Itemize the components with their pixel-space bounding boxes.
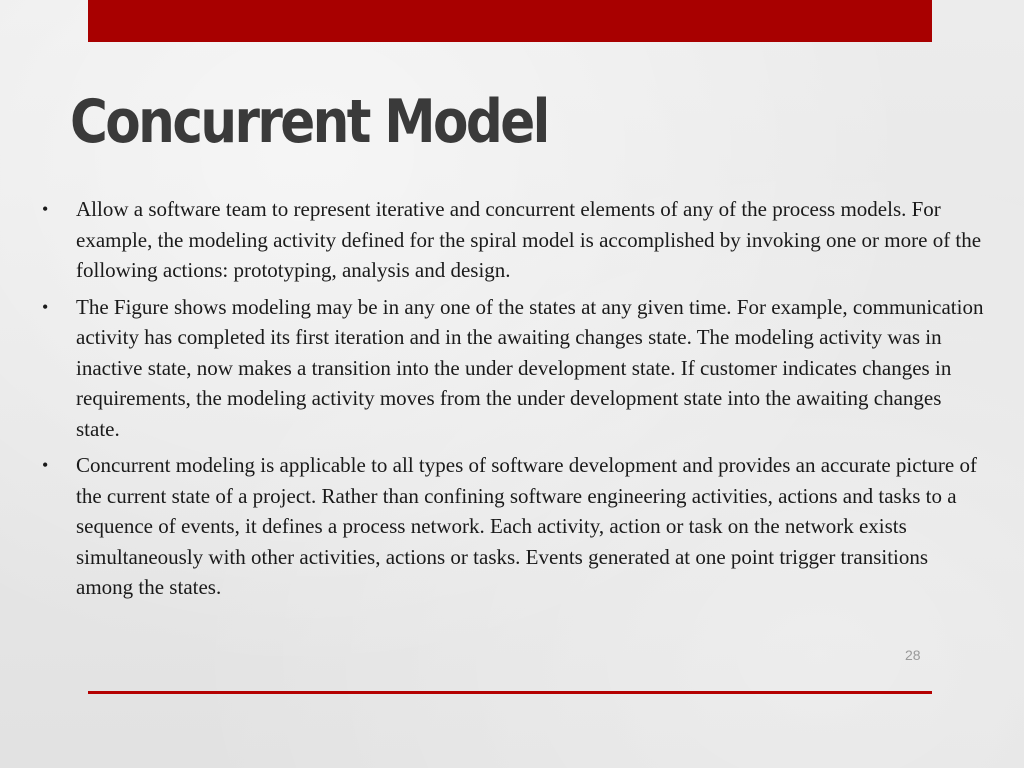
slide-number: 28 xyxy=(905,647,921,663)
bullet-text: Allow a software team to represent iterative and concurrent elements of any of the process models. For example, the modeling activity defined for the spiral model is accomplished by invoking one or more of the following actions: prototyping, analysis and design. xyxy=(76,197,982,282)
bullet-text: Concurrent modeling is applicable to all types of software development and provides an accurate picture of the current state of a project. Rather than confining software engineering activities, actions and tasks to a sequence of events, it defines a process network. Each activity, action or task on the network exists simultaneously with other activities, actions or tasks. Events generated at one point trigger transitions among the states. xyxy=(76,453,977,599)
bullet-marker: • xyxy=(42,455,49,475)
bullet-marker: • xyxy=(42,296,49,317)
top-accent-bar xyxy=(88,0,932,42)
bullet-text: The Figure shows modeling may be in any one of the states at any given time. For example, communication activity has completed its first iteration and in the awaiting changes state. The modeling activity was in inactive state, now makes a transition into the under development state. If customer indicates changes in requirements, the modeling activity moves from the under development state into the awaiting changes state. xyxy=(76,294,984,441)
bullet-marker: • xyxy=(42,199,49,219)
bullet-item-3 xyxy=(40,450,986,603)
bullet-list xyxy=(40,194,986,609)
slide-title: Concurrent Model xyxy=(70,87,548,157)
bottom-accent-line xyxy=(88,691,932,694)
bullet-item-2 xyxy=(40,292,986,445)
bullet-item-1 xyxy=(40,194,986,286)
